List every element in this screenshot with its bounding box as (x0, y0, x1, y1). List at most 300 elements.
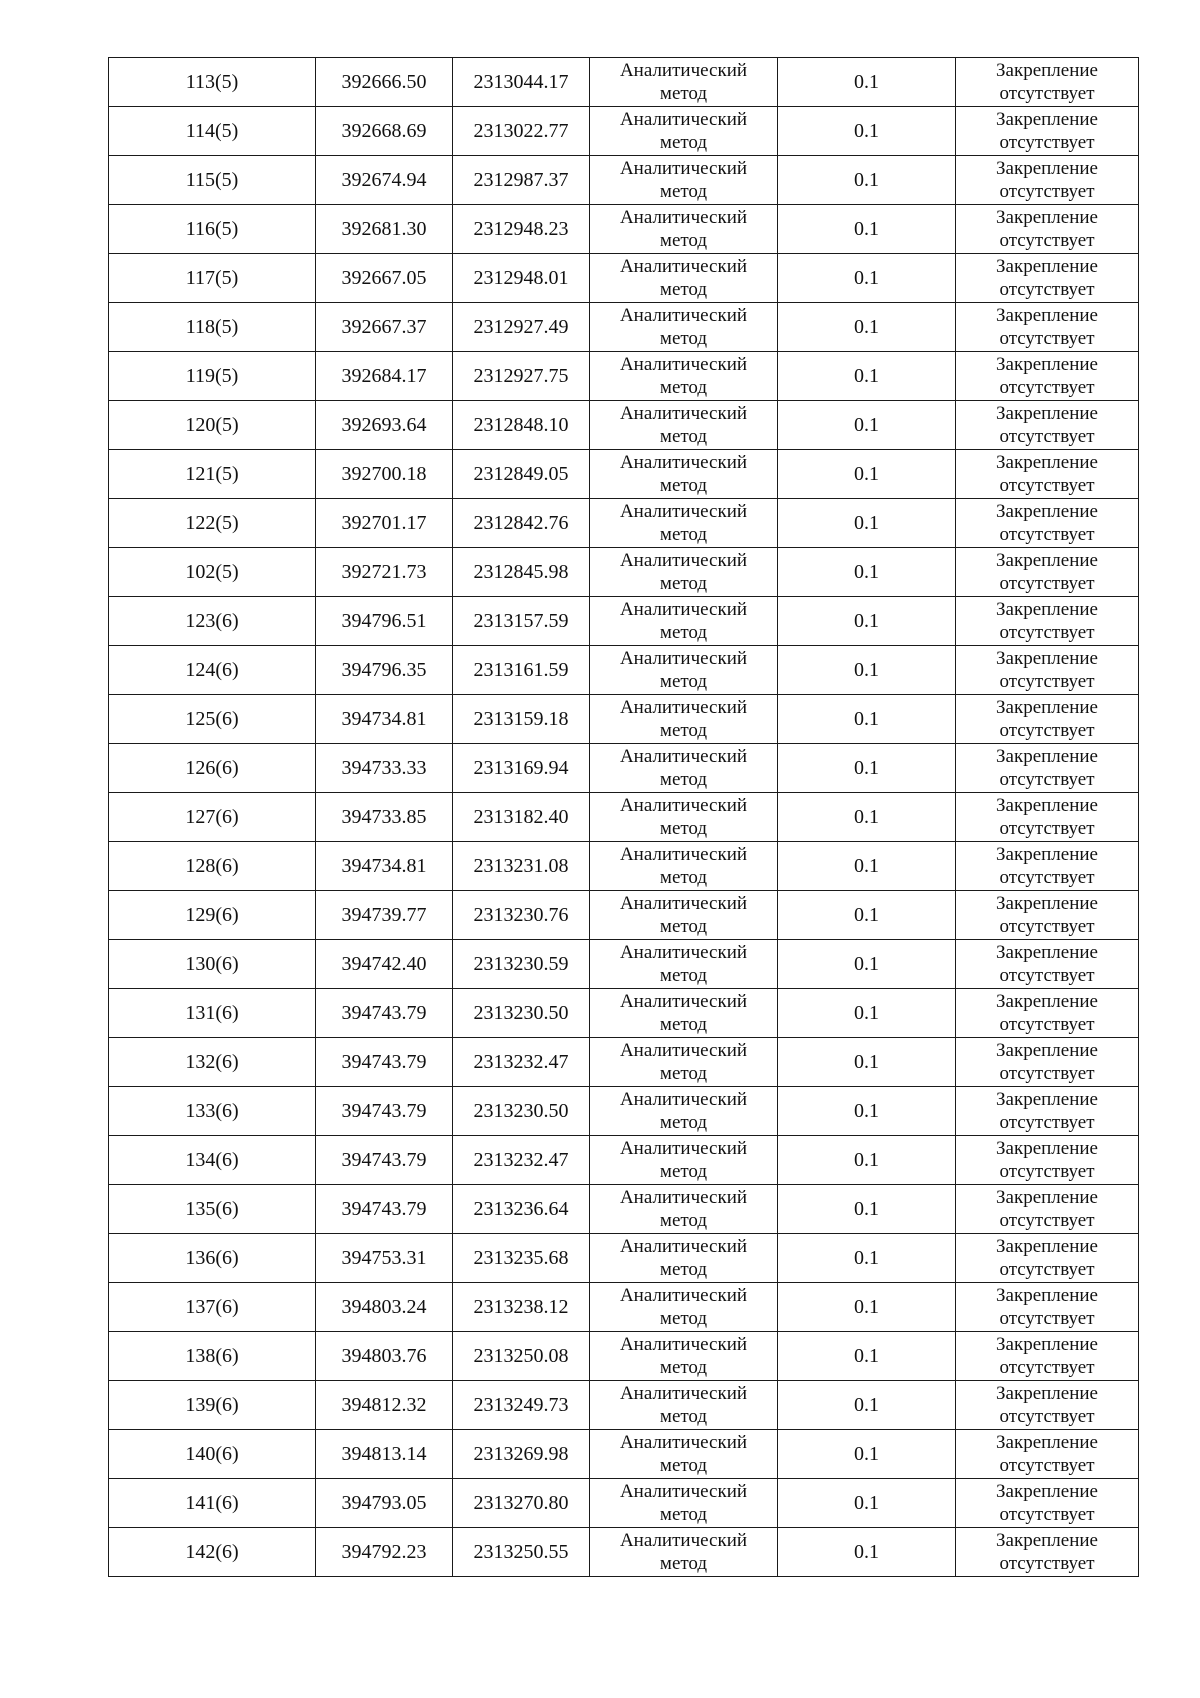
x-coordinate-cell: 394733.85 (316, 793, 453, 842)
y-coordinate-cell: 2313230.50 (453, 989, 590, 1038)
x-coordinate-cell: 394796.35 (316, 646, 453, 695)
fixing-line-2: отсутствует (999, 1504, 1095, 1525)
accuracy-cell: 0.1 (778, 646, 956, 695)
point-number-cell: 118(5) (109, 303, 316, 352)
table-row (109, 940, 1139, 989)
y-coordinate-cell: 2313270.80 (453, 1479, 590, 1528)
fixing-cell (956, 58, 1139, 107)
method-line-2: метод (659, 622, 708, 643)
method-cell (590, 1136, 778, 1185)
accuracy-cell: 0.1 (778, 793, 956, 842)
y-coordinate-cell: 2313231.08 (453, 842, 590, 891)
fixing-line-2: отсутствует (999, 475, 1095, 496)
fixing-cell (956, 499, 1139, 548)
method-line-1: Аналитический (619, 1138, 748, 1159)
table-row (109, 548, 1139, 597)
table-row (109, 1087, 1139, 1136)
fixing-cell (956, 450, 1139, 499)
fixing-cell (956, 1479, 1139, 1528)
point-number-cell: 125(6) (109, 695, 316, 744)
accuracy-cell: 0.1 (778, 1528, 956, 1577)
fixing-cell (956, 1283, 1139, 1332)
method-line-2: метод (659, 1357, 708, 1378)
method-line-1: Аналитический (619, 1334, 748, 1355)
method-line-1: Аналитический (619, 697, 748, 718)
point-number-cell: 135(6) (109, 1185, 316, 1234)
accuracy-cell: 0.1 (778, 450, 956, 499)
table-row (109, 254, 1139, 303)
x-coordinate-cell: 392667.37 (316, 303, 453, 352)
accuracy-cell: 0.1 (778, 1381, 956, 1430)
method-cell (590, 205, 778, 254)
method-line-2: метод (659, 377, 708, 398)
method-line-2: метод (659, 1455, 708, 1476)
method-line-1: Аналитический (619, 158, 748, 179)
method-line-2: метод (659, 1161, 708, 1182)
y-coordinate-cell: 2312842.76 (453, 499, 590, 548)
y-coordinate-cell: 2313157.59 (453, 597, 590, 646)
method-cell (590, 254, 778, 303)
fixing-line-1: Закрепление (996, 207, 1098, 228)
fixing-line-2: отсутствует (999, 622, 1095, 643)
fixing-line-1: Закрепление (996, 550, 1098, 571)
point-number-cell: 134(6) (109, 1136, 316, 1185)
fixing-line-2: отсутствует (999, 867, 1095, 888)
table-row (109, 989, 1139, 1038)
point-number-cell: 115(5) (109, 156, 316, 205)
method-line-2: метод (659, 181, 708, 202)
point-number-cell: 131(6) (109, 989, 316, 1038)
method-line-1: Аналитический (619, 109, 748, 130)
table-row (109, 744, 1139, 793)
point-number-cell: 126(6) (109, 744, 316, 793)
accuracy-cell: 0.1 (778, 1283, 956, 1332)
fixing-cell (956, 156, 1139, 205)
fixing-cell (956, 1381, 1139, 1430)
accuracy-cell: 0.1 (778, 1087, 956, 1136)
fixing-line-2: отсутствует (999, 1112, 1095, 1133)
method-line-2: метод (659, 83, 708, 104)
y-coordinate-cell: 2312948.01 (453, 254, 590, 303)
x-coordinate-cell: 392666.50 (316, 58, 453, 107)
y-coordinate-cell: 2313230.50 (453, 1087, 590, 1136)
table-body (109, 58, 1139, 1577)
fixing-line-1: Закрепление (996, 844, 1098, 865)
fixing-cell (956, 1038, 1139, 1087)
fixing-line-2: отсутствует (999, 1308, 1095, 1329)
method-line-2: метод (659, 1014, 708, 1035)
x-coordinate-cell: 394792.23 (316, 1528, 453, 1577)
accuracy-cell: 0.1 (778, 1479, 956, 1528)
table-row (109, 58, 1139, 107)
method-line-1: Аналитический (619, 1530, 748, 1551)
fixing-line-2: отсутствует (999, 377, 1095, 398)
fixing-line-1: Закрепление (996, 256, 1098, 277)
x-coordinate-cell: 392721.73 (316, 548, 453, 597)
fixing-line-1: Закрепление (996, 452, 1098, 473)
accuracy-cell: 0.1 (778, 1332, 956, 1381)
x-coordinate-cell: 392684.17 (316, 352, 453, 401)
method-line-1: Аналитический (619, 1285, 748, 1306)
point-number-cell: 133(6) (109, 1087, 316, 1136)
accuracy-cell: 0.1 (778, 1136, 956, 1185)
y-coordinate-cell: 2313232.47 (453, 1038, 590, 1087)
fixing-line-1: Закрепление (996, 648, 1098, 669)
table-row (109, 695, 1139, 744)
method-cell (590, 793, 778, 842)
x-coordinate-cell: 392668.69 (316, 107, 453, 156)
method-line-2: метод (659, 1112, 708, 1133)
fixing-cell (956, 1185, 1139, 1234)
x-coordinate-cell: 392667.05 (316, 254, 453, 303)
fixing-line-1: Закрепление (996, 158, 1098, 179)
method-cell (590, 842, 778, 891)
accuracy-cell: 0.1 (778, 352, 956, 401)
method-line-1: Аналитический (619, 795, 748, 816)
point-number-cell: 117(5) (109, 254, 316, 303)
method-line-2: метод (659, 1553, 708, 1574)
fixing-line-2: отсутствует (999, 965, 1095, 986)
method-cell (590, 107, 778, 156)
y-coordinate-cell: 2313044.17 (453, 58, 590, 107)
method-line-1: Аналитический (619, 942, 748, 963)
table-row (109, 1283, 1139, 1332)
point-number-cell: 139(6) (109, 1381, 316, 1430)
method-line-1: Аналитический (619, 599, 748, 620)
fixing-cell (956, 1234, 1139, 1283)
fixing-line-2: отсутствует (999, 1063, 1095, 1084)
fixing-line-1: Закрепление (996, 697, 1098, 718)
accuracy-cell: 0.1 (778, 744, 956, 793)
fixing-cell (956, 1528, 1139, 1577)
fixing-cell (956, 940, 1139, 989)
accuracy-cell: 0.1 (778, 1234, 956, 1283)
point-number-cell: 137(6) (109, 1283, 316, 1332)
table-row (109, 499, 1139, 548)
fixing-line-2: отсутствует (999, 328, 1095, 349)
method-cell (590, 156, 778, 205)
point-number-cell: 132(6) (109, 1038, 316, 1087)
x-coordinate-cell: 392693.64 (316, 401, 453, 450)
method-line-2: метод (659, 1063, 708, 1084)
fixing-line-2: отсутствует (999, 1014, 1095, 1035)
fixing-cell (956, 1087, 1139, 1136)
method-cell (590, 1087, 778, 1136)
fixing-line-2: отсутствует (999, 524, 1095, 545)
fixing-line-2: отсутствует (999, 818, 1095, 839)
fixing-cell (956, 842, 1139, 891)
fixing-line-1: Закрепление (996, 501, 1098, 522)
method-line-2: метод (659, 230, 708, 251)
method-cell (590, 1381, 778, 1430)
table-row (109, 352, 1139, 401)
x-coordinate-cell: 394813.14 (316, 1430, 453, 1479)
table-row (109, 1038, 1139, 1087)
point-number-cell: 123(6) (109, 597, 316, 646)
fixing-line-1: Закрепление (996, 305, 1098, 326)
x-coordinate-cell: 394743.79 (316, 1087, 453, 1136)
x-coordinate-cell: 394743.79 (316, 1185, 453, 1234)
point-number-cell: 113(5) (109, 58, 316, 107)
fixing-line-1: Закрепление (996, 1236, 1098, 1257)
method-line-2: метод (659, 671, 708, 692)
accuracy-cell: 0.1 (778, 548, 956, 597)
table-row (109, 156, 1139, 205)
method-line-2: метод (659, 1308, 708, 1329)
method-cell (590, 1528, 778, 1577)
fixing-line-1: Закрепление (996, 1432, 1098, 1453)
table-row (109, 1430, 1139, 1479)
method-cell (590, 352, 778, 401)
fixing-cell (956, 107, 1139, 156)
y-coordinate-cell: 2312927.49 (453, 303, 590, 352)
point-number-cell: 138(6) (109, 1332, 316, 1381)
table-row (109, 1332, 1139, 1381)
y-coordinate-cell: 2313169.94 (453, 744, 590, 793)
method-line-1: Аналитический (619, 1383, 748, 1404)
fixing-cell (956, 695, 1139, 744)
fixing-line-2: отсутствует (999, 83, 1095, 104)
method-line-1: Аналитический (619, 1481, 748, 1502)
fixing-line-2: отсутствует (999, 1357, 1095, 1378)
method-cell (590, 1038, 778, 1087)
fixing-line-2: отсутствует (999, 426, 1095, 447)
method-line-1: Аналитический (619, 550, 748, 571)
y-coordinate-cell: 2313238.12 (453, 1283, 590, 1332)
point-number-cell: 128(6) (109, 842, 316, 891)
point-number-cell: 116(5) (109, 205, 316, 254)
method-line-1: Аналитический (619, 893, 748, 914)
x-coordinate-cell: 394803.24 (316, 1283, 453, 1332)
accuracy-cell: 0.1 (778, 303, 956, 352)
coordinates-table (108, 57, 1139, 1577)
fixing-line-1: Закрепление (996, 795, 1098, 816)
method-line-1: Аналитический (619, 501, 748, 522)
point-number-cell: 121(5) (109, 450, 316, 499)
fixing-cell (956, 1430, 1139, 1479)
accuracy-cell: 0.1 (778, 597, 956, 646)
x-coordinate-cell: 394793.05 (316, 1479, 453, 1528)
method-cell (590, 58, 778, 107)
fixing-cell (956, 254, 1139, 303)
point-number-cell: 114(5) (109, 107, 316, 156)
method-line-2: метод (659, 1259, 708, 1280)
accuracy-cell: 0.1 (778, 156, 956, 205)
table-row (109, 1234, 1139, 1283)
y-coordinate-cell: 2313235.68 (453, 1234, 590, 1283)
y-coordinate-cell: 2312927.75 (453, 352, 590, 401)
accuracy-cell: 0.1 (778, 205, 956, 254)
method-cell (590, 989, 778, 1038)
method-line-1: Аналитический (619, 60, 748, 81)
x-coordinate-cell: 394753.31 (316, 1234, 453, 1283)
fixing-line-2: отсутствует (999, 573, 1095, 594)
fixing-line-2: отсутствует (999, 1553, 1095, 1574)
method-cell (590, 940, 778, 989)
point-number-cell: 130(6) (109, 940, 316, 989)
point-number-cell: 120(5) (109, 401, 316, 450)
y-coordinate-cell: 2312845.98 (453, 548, 590, 597)
fixing-line-1: Закрепление (996, 1138, 1098, 1159)
table-row (109, 107, 1139, 156)
accuracy-cell: 0.1 (778, 1430, 956, 1479)
table-row (109, 401, 1139, 450)
fixing-cell (956, 1136, 1139, 1185)
method-line-2: метод (659, 916, 708, 937)
point-number-cell: 124(6) (109, 646, 316, 695)
fixing-line-1: Закрепление (996, 1040, 1098, 1061)
x-coordinate-cell: 394734.81 (316, 695, 453, 744)
method-line-1: Аналитический (619, 256, 748, 277)
method-line-1: Аналитический (619, 1040, 748, 1061)
fixing-line-1: Закрепление (996, 1481, 1098, 1502)
method-line-1: Аналитический (619, 844, 748, 865)
y-coordinate-cell: 2313250.55 (453, 1528, 590, 1577)
x-coordinate-cell: 394796.51 (316, 597, 453, 646)
method-line-1: Аналитический (619, 1432, 748, 1453)
fixing-line-1: Закрепление (996, 1530, 1098, 1551)
method-cell (590, 450, 778, 499)
method-cell (590, 548, 778, 597)
y-coordinate-cell: 2313230.59 (453, 940, 590, 989)
point-number-cell: 136(6) (109, 1234, 316, 1283)
x-coordinate-cell: 392681.30 (316, 205, 453, 254)
point-number-cell: 140(6) (109, 1430, 316, 1479)
y-coordinate-cell: 2313161.59 (453, 646, 590, 695)
method-line-2: метод (659, 965, 708, 986)
fixing-cell (956, 205, 1139, 254)
table-row (109, 450, 1139, 499)
table-row (109, 1381, 1139, 1430)
x-coordinate-cell: 394743.79 (316, 1136, 453, 1185)
method-line-1: Аналитический (619, 1089, 748, 1110)
fixing-cell (956, 1332, 1139, 1381)
fixing-cell (956, 401, 1139, 450)
point-number-cell: 127(6) (109, 793, 316, 842)
method-line-2: метод (659, 1406, 708, 1427)
method-line-2: метод (659, 1210, 708, 1231)
method-line-1: Аналитический (619, 403, 748, 424)
fixing-line-2: отсутствует (999, 132, 1095, 153)
fixing-line-1: Закрепление (996, 354, 1098, 375)
fixing-line-1: Закрепление (996, 942, 1098, 963)
method-line-2: метод (659, 524, 708, 545)
fixing-line-2: отсутствует (999, 1161, 1095, 1182)
table-row (109, 205, 1139, 254)
point-number-cell: 119(5) (109, 352, 316, 401)
fixing-line-1: Закрепление (996, 1334, 1098, 1355)
fixing-line-2: отсутствует (999, 720, 1095, 741)
accuracy-cell: 0.1 (778, 58, 956, 107)
method-cell (590, 695, 778, 744)
x-coordinate-cell: 394743.79 (316, 1038, 453, 1087)
point-number-cell: 142(6) (109, 1528, 316, 1577)
method-line-2: метод (659, 867, 708, 888)
method-line-2: метод (659, 426, 708, 447)
y-coordinate-cell: 2313159.18 (453, 695, 590, 744)
method-line-1: Аналитический (619, 207, 748, 228)
table-row (109, 646, 1139, 695)
accuracy-cell: 0.1 (778, 1185, 956, 1234)
fixing-cell (956, 597, 1139, 646)
method-line-2: метод (659, 818, 708, 839)
method-cell (590, 1185, 778, 1234)
fixing-line-2: отсутствует (999, 230, 1095, 251)
table-row (109, 891, 1139, 940)
fixing-line-1: Закрепление (996, 1383, 1098, 1404)
y-coordinate-cell: 2312987.37 (453, 156, 590, 205)
method-line-2: метод (659, 132, 708, 153)
method-line-1: Аналитический (619, 354, 748, 375)
method-line-1: Аналитический (619, 305, 748, 326)
fixing-cell (956, 646, 1139, 695)
fixing-line-2: отсутствует (999, 1406, 1095, 1427)
method-line-2: метод (659, 475, 708, 496)
accuracy-cell: 0.1 (778, 695, 956, 744)
x-coordinate-cell: 394812.32 (316, 1381, 453, 1430)
method-line-1: Аналитический (619, 1236, 748, 1257)
table-row (109, 303, 1139, 352)
fixing-cell (956, 744, 1139, 793)
table-row (109, 793, 1139, 842)
method-cell (590, 1479, 778, 1528)
method-cell (590, 499, 778, 548)
fixing-line-2: отсутствует (999, 279, 1095, 300)
y-coordinate-cell: 2313250.08 (453, 1332, 590, 1381)
x-coordinate-cell: 394743.79 (316, 989, 453, 1038)
accuracy-cell: 0.1 (778, 940, 956, 989)
table-row (109, 1479, 1139, 1528)
table-row (109, 1185, 1139, 1234)
fixing-line-2: отсутствует (999, 1210, 1095, 1231)
point-number-cell: 102(5) (109, 548, 316, 597)
y-coordinate-cell: 2313232.47 (453, 1136, 590, 1185)
method-line-2: метод (659, 328, 708, 349)
x-coordinate-cell: 394739.77 (316, 891, 453, 940)
method-line-1: Аналитический (619, 746, 748, 767)
fixing-line-1: Закрепление (996, 1187, 1098, 1208)
fixing-cell (956, 303, 1139, 352)
x-coordinate-cell: 394734.81 (316, 842, 453, 891)
x-coordinate-cell: 392701.17 (316, 499, 453, 548)
fixing-line-1: Закрепление (996, 991, 1098, 1012)
fixing-cell (956, 352, 1139, 401)
table-row (109, 1528, 1139, 1577)
x-coordinate-cell: 392674.94 (316, 156, 453, 205)
method-line-2: метод (659, 573, 708, 594)
y-coordinate-cell: 2313236.64 (453, 1185, 590, 1234)
x-coordinate-cell: 394742.40 (316, 940, 453, 989)
fixing-line-1: Закрепление (996, 746, 1098, 767)
method-cell (590, 744, 778, 793)
point-number-cell: 122(5) (109, 499, 316, 548)
fixing-line-1: Закрепление (996, 1285, 1098, 1306)
fixing-line-1: Закрепление (996, 599, 1098, 620)
accuracy-cell: 0.1 (778, 401, 956, 450)
y-coordinate-cell: 2313249.73 (453, 1381, 590, 1430)
y-coordinate-cell: 2312848.10 (453, 401, 590, 450)
fixing-cell (956, 989, 1139, 1038)
fixing-line-2: отсутствует (999, 1455, 1095, 1476)
point-number-cell: 141(6) (109, 1479, 316, 1528)
method-cell (590, 891, 778, 940)
y-coordinate-cell: 2313022.77 (453, 107, 590, 156)
method-line-2: метод (659, 279, 708, 300)
fixing-cell (956, 891, 1139, 940)
method-line-2: метод (659, 769, 708, 790)
fixing-line-2: отсутствует (999, 181, 1095, 202)
accuracy-cell: 0.1 (778, 989, 956, 1038)
